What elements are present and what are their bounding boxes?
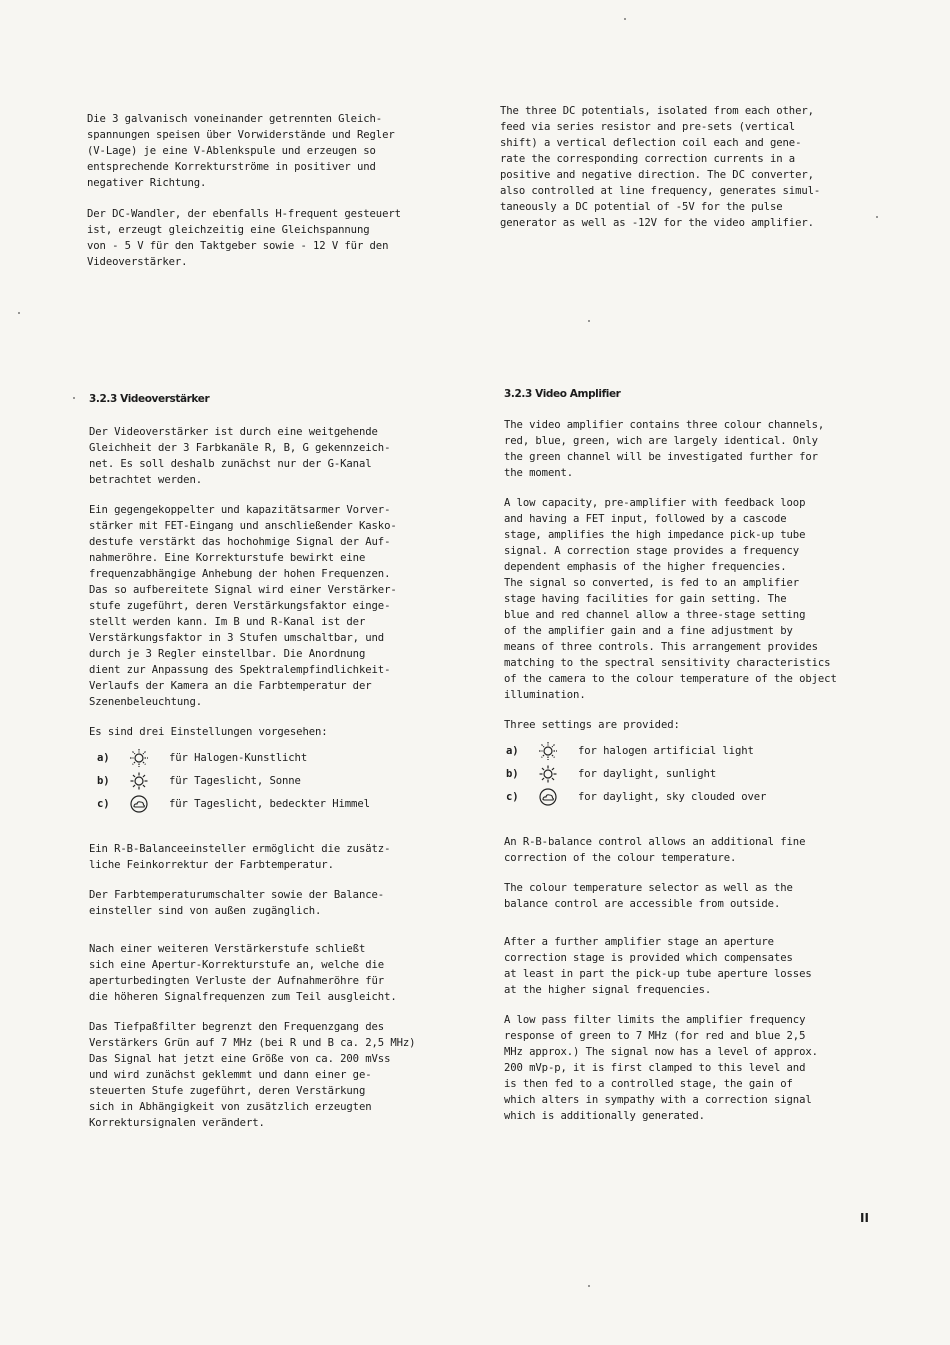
right-paragraph-3: An R-B-balance control allows an additional fine correction of the colour temperature. — [504, 836, 806, 864]
list-item — [506, 785, 894, 808]
left-settings-list — [97, 746, 469, 815]
setting-text: for daylight, sky clouded over — [578, 790, 767, 803]
left-paragraph-4: Der Farbtemperaturumschalter sowie der Balance- einsteller sind von außen zugänglich. — [89, 889, 385, 917]
left-paragraph-6: Das Tiefpaßfilter begrenzt den Frequenzgang des Verstärkers Grün auf 7 MHz (bei R und B ca. 2,5 MHz) Das Signal hat jetzt eine Größe von ca. 200 mVss und wird zunächst geklemmt und dann einer ge- steuerten Stufe zugeführt, deren Verstärkung sich in Abhängigkeit von zusätzlich erzeugten Korrektursignalen verändert. — [89, 1021, 416, 1129]
right-intro — [500, 103, 890, 231]
setting-text: für Halogen-Kunstlicht — [169, 751, 308, 764]
right-section-body — [504, 417, 894, 1124]
right-paragraph-5: After a further amplifier stage an aperture correction stage is provided which compensates at least in part the pick-up tube aperture losses at the higher signal frequencies. — [504, 936, 812, 996]
right-intro-paragraph-1: The three DC potentials, isolated from each other, feed via series resistor and pre-sets (vertical shift) a vertical deflection coil each and gene- rate the corresponding correction currents in a positive and negative direction. The DC converter, also controlled at line frequency, generates simul- taneously a DC potential of -5V for the pulse generator as well as -12V for the video amplifier. — [500, 105, 821, 229]
setting-label: b) — [506, 767, 519, 780]
setting-label: b) — [97, 774, 110, 787]
setting-label: c) — [506, 790, 519, 803]
left-paragraph-1: Der Videoverstärker ist durch eine weitgehende Gleichheit der 3 Farbkanäle R, B, G gekennzeich- net. Es soll deshalb zunächst nur der G-Kanal betrachtet werden. — [89, 426, 391, 486]
sun-bright-icon — [536, 741, 560, 761]
left-intro — [87, 111, 467, 270]
scan-speck — [18, 312, 20, 314]
left-paragraph-5: Nach einer weiteren Verstärkerstufe schließt sich eine Apertur-Korrekturstufe an, welche die aperturbedingten Verluste der Aufnahmeröhre für die höheren Signalfrequenzen zum Teil ausgleicht. — [89, 943, 397, 1003]
cloud-icon — [536, 787, 560, 807]
sun-icon — [536, 764, 560, 784]
right-settings-intro: Three settings are provided: — [504, 719, 680, 731]
list-item — [97, 746, 469, 769]
setting-text: for halogen artificial light — [578, 744, 754, 757]
setting-label: c) — [97, 797, 110, 810]
setting-text: für Tageslicht, Sonne — [169, 774, 301, 787]
left-paragraph-2: Ein gegengekoppelter und kapazitätsarmer Vorver- stärker mit FET-Eingang und anschließender Kasko- destufe verstärkt das hochohmige Signal der Auf- nahmeröhre. Eine Korrekturstufe bewirkt eine frequenzabhängige Anhebung der hohen Frequenzen. Das so aufbereitete Signal wird einer Verstärker- stufe zugeführt, deren Verstärkungsfaktor einge- stellt werden kann. Im B und R-Kanal ist der Verstärkungsfaktor in 3 Stufen umschaltbar, und durch je 3 Regler einstellbar. Die Anordnung dient zur Anpassung des Spektralempfindlichkeit- Verlaufs der Kamera an die Farbtemperatur der Szenenbeleuchtung. — [89, 504, 397, 708]
left-intro-paragraph-2: Der DC-Wandler, der ebenfalls H-frequent gesteuert ist, erzeugt gleichzeitig eine Gleichspannung von - 5 V für den Taktgeber sowie - 12 V für den Videoverstärker. — [87, 208, 401, 268]
cloud-icon — [127, 794, 151, 814]
scan-speck — [588, 1285, 590, 1287]
list-item — [97, 769, 469, 792]
sun-bright-icon — [127, 748, 151, 768]
setting-text: for daylight, sunlight — [578, 767, 717, 780]
right-section-heading: 3.2.3 Video Amplifier — [504, 388, 621, 400]
right-paragraph-2: A low capacity, pre-amplifier with feedback loop and having a FET input, followed by a cascode stage, amplifies the high impedance pick-up tube signal. A correction stage provides a frequency dependent emphasis of the higher frequencies. The signal so converted, is fed to an amplifier stage having facilities for gain setting. The blue and red channel allow a three-stage setting of the amplifier gain and a fine adjustment by means of three controls. This arrangement provides matching to the spectral sensitivity characteristics of the camera to the colour temperature of the object illumination. — [504, 497, 837, 701]
left-section-heading: 3.2.3 Videoverstärker — [89, 393, 210, 405]
scan-speck — [624, 18, 626, 20]
scan-speck — [73, 397, 75, 399]
left-intro-paragraph-1: Die 3 galvanisch voneinander getrennten Gleich- spannungen speisen über Vorwiderstände und Regler (V-Lage) je eine V-Ablenkspule und erzeugen so entsprechende Korrekturströme in positiver und negativer Richtung. — [87, 113, 395, 189]
page-number: II — [860, 1211, 869, 1225]
list-item — [506, 739, 894, 762]
left-paragraph-3: Ein R-B-Balanceeinsteller ermöglicht die zusätz- liche Feinkorrektur der Farbtemperatur. — [89, 843, 391, 871]
sun-icon — [127, 771, 151, 791]
setting-label: a) — [97, 751, 110, 764]
scan-speck — [876, 216, 878, 218]
right-settings-list — [506, 739, 894, 808]
setting-label: a) — [506, 744, 519, 757]
right-paragraph-4: The colour temperature selector as well as the balance control are accessible from outside. — [504, 882, 793, 910]
scan-speck — [588, 320, 590, 322]
list-item — [506, 762, 894, 785]
right-paragraph-1: The video amplifier contains three colour channels, red, blue, green, wich are largely identical. Only the green channel will be investigated further for the moment. — [504, 419, 825, 479]
right-paragraph-6: A low pass filter limits the amplifier frequency response of green to 7 MHz (for red and blue 2,5 MHz approx.) The signal now has a level of approx. 200 mVp-p, it is first clamped to this level and is then fed to a controlled stage, the gain of which alters in sympathy with a correction signal which is additionally generated. — [504, 1014, 818, 1122]
left-section-body — [89, 424, 469, 1131]
list-item — [97, 792, 469, 815]
left-settings-intro: Es sind drei Einstellungen vorgesehen: — [89, 726, 328, 738]
setting-text: für Tageslicht, bedeckter Himmel — [169, 797, 370, 810]
